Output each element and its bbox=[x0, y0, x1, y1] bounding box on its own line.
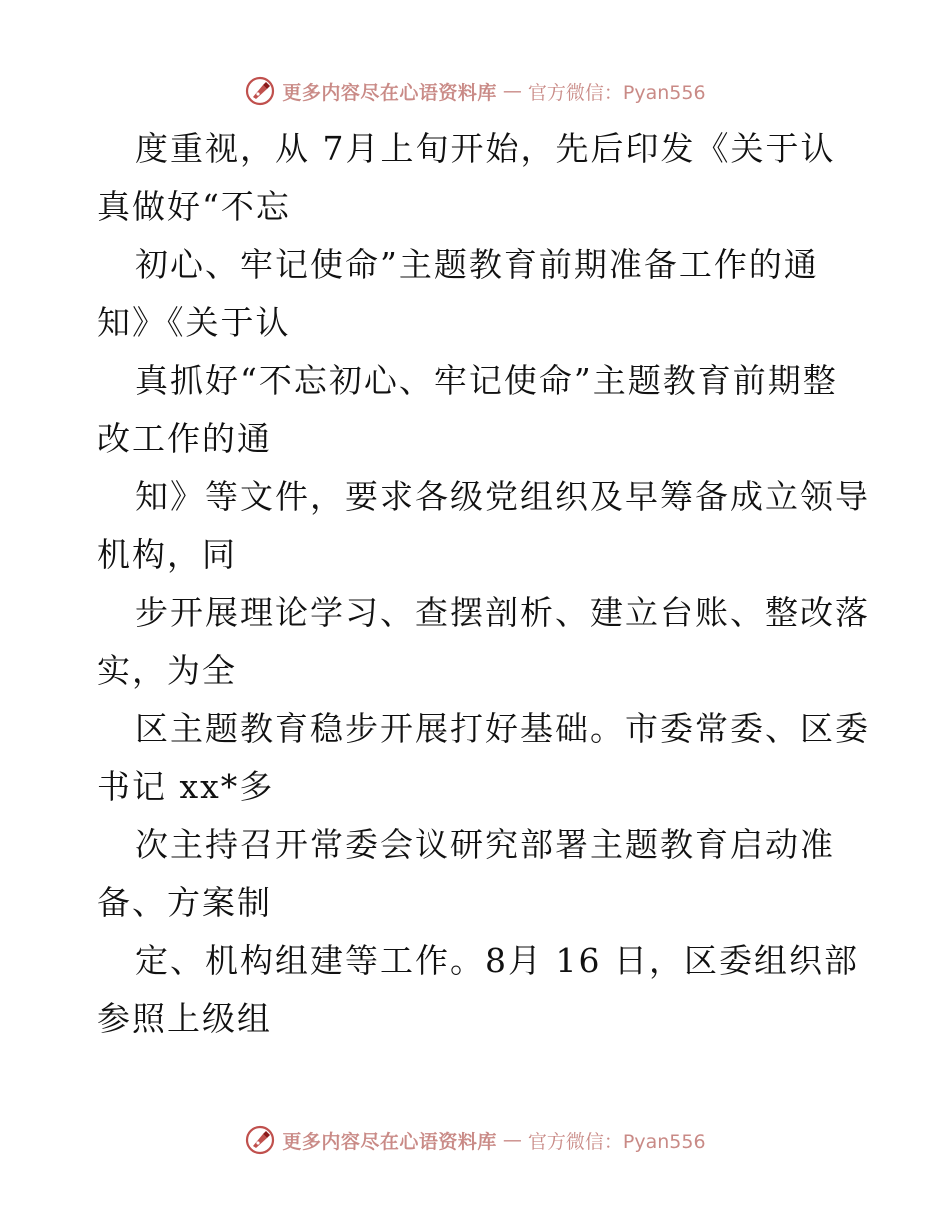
document-body bbox=[97, 120, 887, 1048]
body-line: 次主持召开常委会议研究部署主题教育启动准 bbox=[135, 825, 835, 864]
body-line: 真做好“不忘 bbox=[97, 187, 291, 226]
header-watermark bbox=[0, 71, 950, 111]
body-line: 机构，同 bbox=[97, 535, 237, 574]
body-line: 度重视，从 7月上旬开始，先后印发《关于认 bbox=[135, 129, 836, 168]
watermark-text: 更多内容尽在心语资料库 bbox=[282, 1130, 497, 1153]
body-line: 参照上级组 bbox=[97, 999, 272, 1038]
body-line: 实，为全 bbox=[97, 651, 237, 690]
watermark-contact: 官方微信：Pyan556 bbox=[527, 1130, 706, 1153]
body-line: 步开展理论学习、查摆剖析、建立台账、整改落 bbox=[135, 593, 870, 632]
body-line: 备、方案制 bbox=[97, 883, 272, 922]
body-line: 定、机构组建等工作。8月 16 日，区委组织部 bbox=[135, 941, 859, 980]
body-line: 区主题教育稳步开展打好基础。市委常委、区委 bbox=[135, 709, 870, 748]
pen-nib-icon bbox=[244, 1124, 276, 1156]
body-line: 书记 xx*多 bbox=[97, 767, 275, 806]
body-line: 知》《关于认 bbox=[97, 303, 291, 342]
watermark-dash: — bbox=[502, 80, 522, 102]
body-line: 真抓好“不忘初心、牢记使命”主题教育前期整 bbox=[135, 361, 838, 400]
body-line: 改工作的通 bbox=[97, 419, 272, 458]
body-line: 初心、牢记使命”主题教育前期准备工作的通 bbox=[135, 245, 819, 284]
watermark-contact: 官方微信：Pyan556 bbox=[527, 81, 706, 104]
footer-watermark bbox=[0, 1120, 950, 1160]
pen-nib-icon bbox=[244, 75, 276, 107]
watermark-text: 更多内容尽在心语资料库 bbox=[282, 81, 497, 104]
body-line: 知》等文件，要求各级党组织及早筹备成立领导 bbox=[135, 477, 870, 516]
watermark-dash: — bbox=[502, 1129, 522, 1151]
